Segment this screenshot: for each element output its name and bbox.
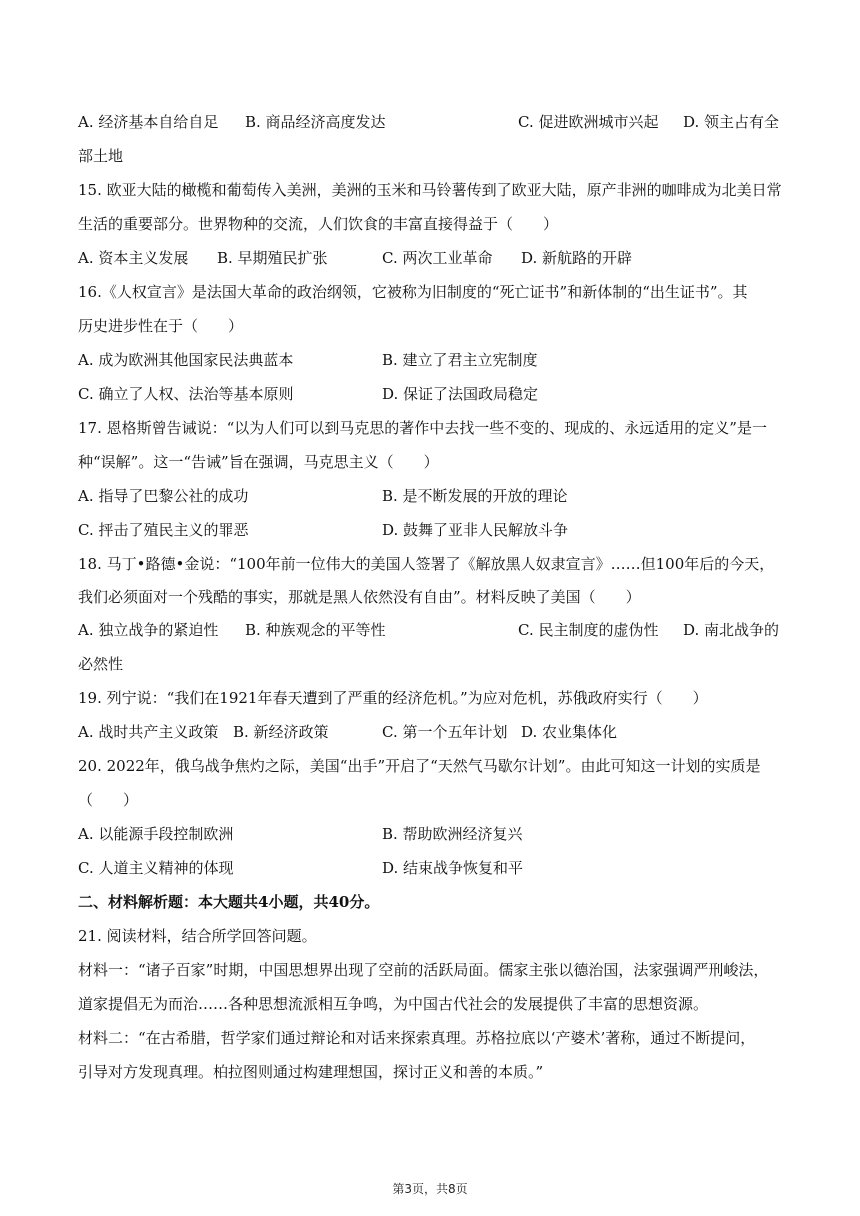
q16-option-d: D. 保证了法国政局稳定 [382,385,539,403]
q20-option-c: C. 人道主义精神的体现 [78,859,234,877]
q17-option-c: C. 抨击了殖民主义的罪恶 [78,521,249,539]
q20-stem-line2: （ ） [78,791,139,809]
q16-option-a: A. 成为欧洲其他国家民法典蓝本 [78,351,294,369]
q14-option-d: D. 领主占有全 [683,113,780,131]
material1-line1: 材料一：“诸子百家”时期，中国思想界出现了空前的活跃局面。儒家主张以德治国，法家强调严刑峻法， [78,961,769,979]
q21-stem: 21. 阅读材料，结合所学回答问题。 [78,927,317,945]
q18-stem-line1: 18. 马丁•路德•金说：“100年前一位伟大的美国人签署了《解放黑人奴隶宣言》……但100年后的今天， [78,555,775,573]
q19-option-c: C. 第一个五年计划 [382,723,508,741]
q17-option-d: D. 鼓舞了亚非人民解放斗争 [382,521,569,539]
q15-option-d: D. 新航路的开辟 [521,249,633,267]
q20-option-b: B. 帮助欧洲经济复兴 [382,825,523,843]
q17-option-a: A. 指导了巴黎公社的成功 [78,487,249,505]
q18-option-a: A. 独立战争的紧迫性 [78,621,219,639]
q15-option-b: B. 早期殖民扩张 [217,249,328,267]
q18-option-c: C. 民主制度的虚伪性 [518,621,659,639]
q15-option-a: A. 资本主义发展 [78,249,189,267]
q18-option-d-wrap: 必然性 [78,655,124,673]
material2-line1: 材料二：“在古希腊，哲学家们通过辩论和对话来探索真理。苏格拉底以‘产婆术’著称，通过不断提问， [78,1029,756,1047]
q18-stem-line2: 我们必须面对一个残酷的事实，那就是黑人依然没有自由”。材料反映了美国（ ） [78,588,641,606]
q15-stem-line1: 15. 欧亚大陆的橄榄和葡萄传入美洲，美洲的玉米和马铃薯传到了欧亚大陆，原产非洲的咖啡成为北美日常 [78,181,782,199]
q18-option-b: B. 种族观念的平等性 [245,621,386,639]
q19-option-d: D. 农业集体化 [521,723,618,741]
q14-option-a: A. 经济基本自给自足 [78,113,219,131]
material1-line2: 道家提倡无为而治……各种思想流派相互争鸣，为中国古代社会的发展提供了丰富的思想资源。 [78,995,709,1013]
q16-stem-line1: 16.《人权宣言》是法国大革命的政治纲领，它被称为旧制度的“死亡证书”和新体制的“出生证书”。其 [78,283,748,301]
material2-line2: 引导对方发现真理。柏拉图则通过构建理想国，探讨正义和善的本质。” [78,1063,544,1081]
q18-option-d: D. 南北战争的 [683,621,780,639]
page-footer: 第3页，共8页 [392,1182,468,1196]
q17-stem-line2: 种“误解”。这一“告诫”旨在强调，马克思主义（ ） [78,453,439,471]
q19-stem-line1: 19. 列宁说：“我们在1921年春天遭到了严重的经济危机。”为应对危机，苏俄政府实行（ ） [78,689,708,707]
q16-option-c: C. 确立了人权、法治等基本原则 [78,385,294,403]
section2-heading: 二、材料解析题：本大题共4小题，共40分。 [78,893,380,911]
q17-option-b: B. 是不断发展的开放的理论 [382,487,568,505]
q14-option-d-wrap: 部土地 [78,147,124,165]
q19-option-b: B. 新经济政策 [233,723,329,741]
q16-stem-line2: 历史进步性在于（ ） [78,317,244,335]
q15-stem-line2: 生活的重要部分。世界物种的交流，人们饮食的丰富直接得益于（ ） [78,215,559,233]
q14-option-b: B. 商品经济高度发达 [245,113,386,131]
q16-option-b: B. 建立了君主立宪制度 [382,351,538,369]
q15-option-c: C. 两次工业革命 [382,249,493,267]
q20-option-a: A. 以能源手段控制欧洲 [78,825,234,843]
q19-option-a: A. 战时共产主义政策 [78,723,219,741]
q20-option-d: D. 结束战争恢复和平 [382,859,524,877]
q14-option-c: C. 促进欧洲城市兴起 [518,113,659,131]
q20-stem-line1: 20. 2022年，俄乌战争焦灼之际，美国“出手”开启了“天然气马歇尔计划”。由此可知这一计划的实质是 [78,757,761,775]
q17-stem-line1: 17. 恩格斯曾告诫说：“以为人们可以到马克思的著作中去找一些不变的、现成的、永远适用的定义”是一 [78,419,767,437]
